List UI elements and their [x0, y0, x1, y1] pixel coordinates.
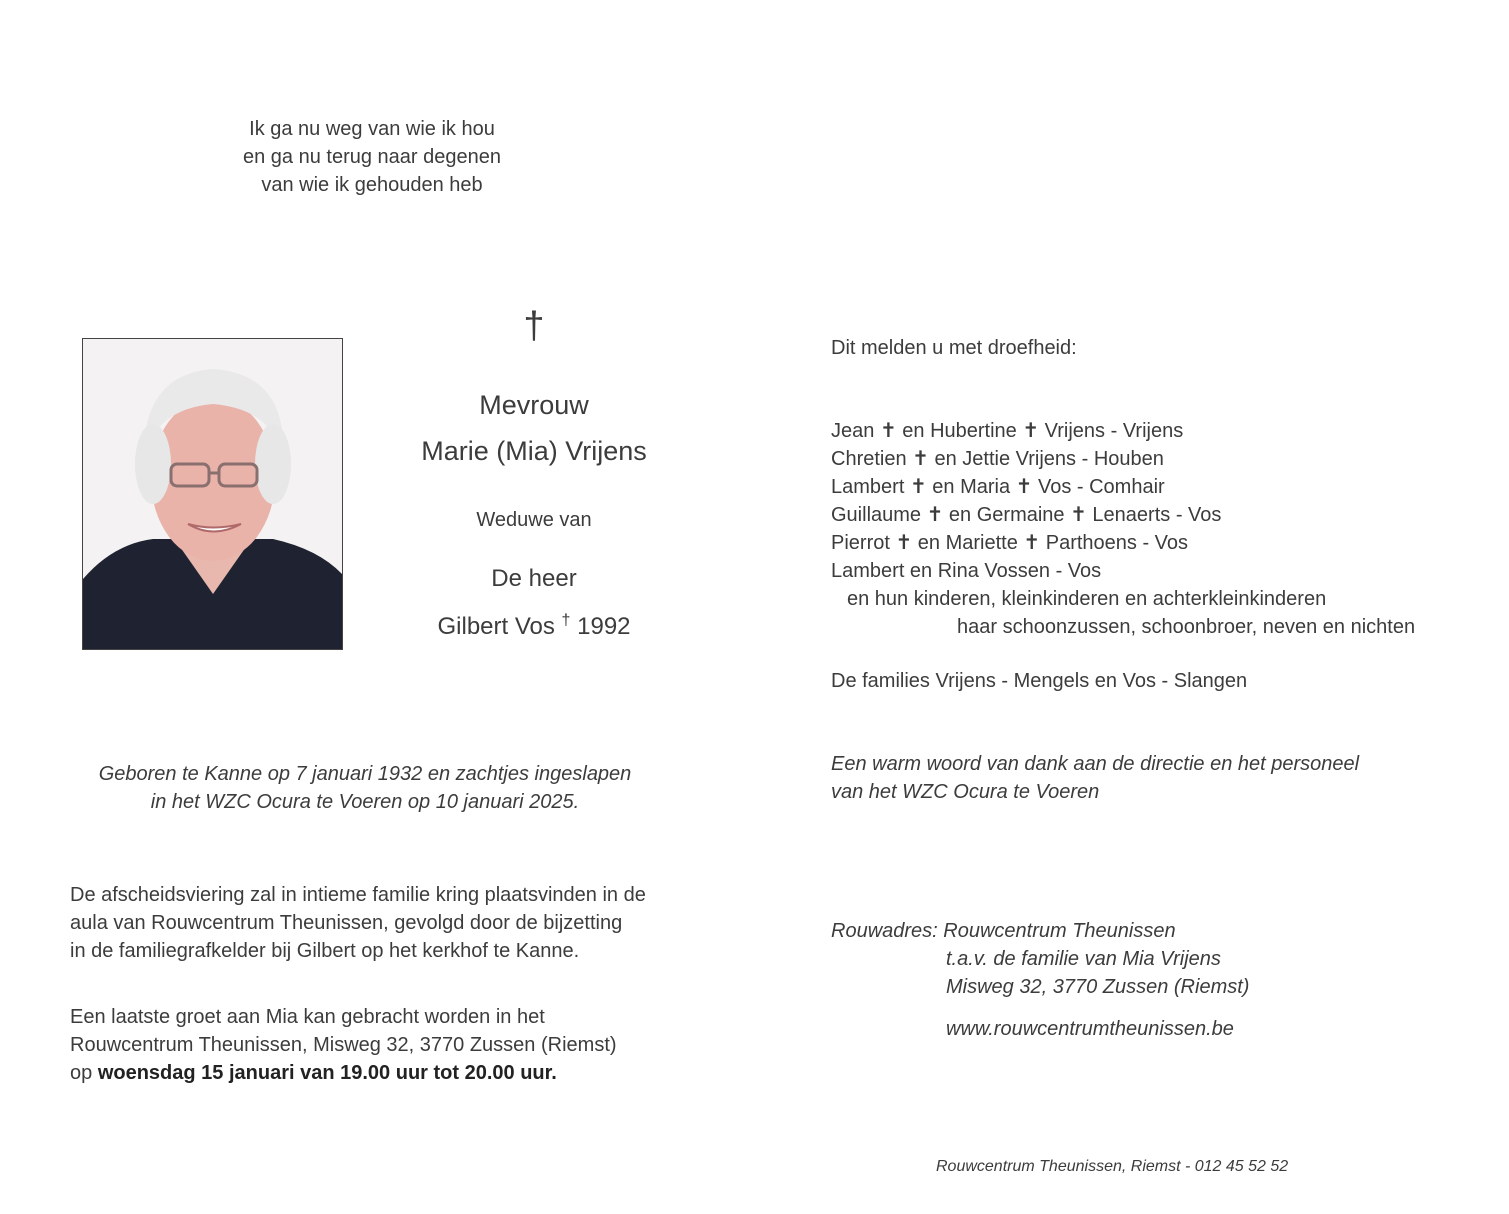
family-name: Lambert — [831, 476, 905, 498]
families-line: De families Vrijens - Mengels en Vos - Slangen — [831, 670, 1248, 692]
website-link[interactable]: www.rouwcentrumtheunissen.be — [946, 1018, 1234, 1040]
family-row: en hun kinderen, kleinkinderen en achterkleinkinderen — [847, 588, 1327, 610]
birth-line: Geboren te Kanne op 7 januari 1932 en zachtjes ingeslapen — [98, 763, 632, 785]
ceremony-text — [70, 881, 710, 965]
thanks-line: van het WZC Ocura te Voeren — [831, 781, 1100, 803]
visit-line: Rouwcentrum Theunissen, Misweg 32, 3770 Zussen (Riemst) — [70, 1034, 617, 1056]
visit-line: Een laatste groet aan Mia kan gebracht worden in het — [70, 1006, 545, 1028]
husband-name: Gilbert Vos — [437, 613, 555, 640]
husband-year: 1992 — [577, 613, 631, 640]
address-line: Misweg 32, 3770 Zussen (Riemst) — [946, 976, 1250, 998]
thanks-text — [831, 750, 1471, 806]
poem-line: en ga nu terug naar degenen — [243, 146, 501, 168]
family-row — [831, 417, 1471, 445]
birth-line: in het WZC Ocura te Voeren op 10 januari 2025. — [150, 791, 580, 813]
family-list — [831, 417, 1471, 641]
poem-line: Ik ga nu weg van wie ik hou — [249, 118, 495, 140]
address-line: t.a.v. de familie van Mia Vrijens — [946, 948, 1221, 970]
cross-icon: ✝ — [1015, 476, 1033, 498]
cross-icon: † — [561, 612, 571, 629]
deceased-name: Marie (Mia) Vrijens — [421, 436, 647, 466]
husband-title: De heer — [491, 565, 577, 592]
poem-line: van wie ik gehouden heb — [261, 174, 483, 196]
footer: Rouwcentrum Theunissen, Riemst - 012 45 52 52 — [936, 1158, 1289, 1175]
cross-icon: † — [523, 305, 545, 347]
address-name: Rouwcentrum Theunissen — [943, 920, 1176, 942]
cross-icon: ✝ — [926, 504, 944, 526]
family-row — [831, 473, 1471, 501]
family-row — [831, 501, 1471, 529]
announce: Dit melden u met droefheid: — [831, 337, 1077, 359]
ceremony-line: in de familiegrafkelder bij Gilbert op het kerkhof te Kanne. — [70, 940, 580, 962]
cross-icon: ✝ — [1023, 532, 1041, 554]
husband-block — [384, 558, 684, 648]
family-name: Parthoens - Vos — [1040, 532, 1189, 554]
family-name: en Mariette — [912, 532, 1024, 554]
cross-icon: ✝ — [1070, 504, 1087, 526]
cross-icon: ✝ — [895, 532, 913, 554]
cross-icon: ✝ — [1022, 420, 1040, 442]
visit-date: woensdag 15 januari van 19.00 uur tot 20.00 uur. — [97, 1062, 557, 1084]
family-name: Pierrot — [831, 532, 890, 554]
family-name: Jean — [831, 420, 875, 442]
thanks-line: Een warm woord van dank aan de directie en het personeel — [831, 753, 1360, 775]
ceremony-line: aula van Rouwcentrum Theunissen, gevolgd door de bijzetting — [70, 912, 623, 934]
family-row — [831, 529, 1471, 557]
address-line — [831, 917, 1471, 945]
husband-line — [384, 600, 684, 648]
cross-icon: ✝ — [879, 420, 897, 442]
family-name: Vos - Comhair — [1032, 476, 1165, 498]
family-row: haar schoonzussen, schoonbroer, neven en nichten — [957, 616, 1416, 638]
address-label: Rouwadres: — [831, 920, 938, 942]
honorific: Mevrouw — [479, 390, 589, 420]
cross-icon: ✝ — [909, 476, 927, 498]
family-row — [831, 445, 1471, 473]
address-block — [831, 917, 1471, 1043]
family-name: en Maria — [926, 476, 1016, 498]
birth-text — [70, 760, 660, 816]
family-name: Vrijens - Vrijens — [1039, 420, 1184, 442]
family-name: en Hubertine — [896, 420, 1023, 442]
family-name: Lenaerts - Vos — [1086, 504, 1222, 526]
visit-line — [70, 1059, 710, 1087]
poem — [172, 115, 572, 199]
widow-label: Weduwe van — [476, 509, 592, 531]
name-block — [384, 382, 684, 474]
cross-icon: ✝ — [912, 448, 929, 470]
ceremony-line: De afscheidsviering zal in intieme familie kring plaatsvinden in de — [70, 884, 646, 906]
visit-text — [70, 1003, 710, 1087]
family-name: en Germaine — [943, 504, 1071, 526]
family-name: en Jettie Vrijens - Houben — [928, 448, 1164, 470]
visit-prefix: op — [70, 1062, 93, 1084]
family-name: Guillaume — [831, 504, 922, 526]
family-row: Lambert en Rina Vossen - Vos — [831, 560, 1102, 582]
portrait-illustration — [83, 339, 342, 649]
family-name: Chretien — [831, 448, 907, 470]
portrait-photo — [82, 338, 343, 650]
